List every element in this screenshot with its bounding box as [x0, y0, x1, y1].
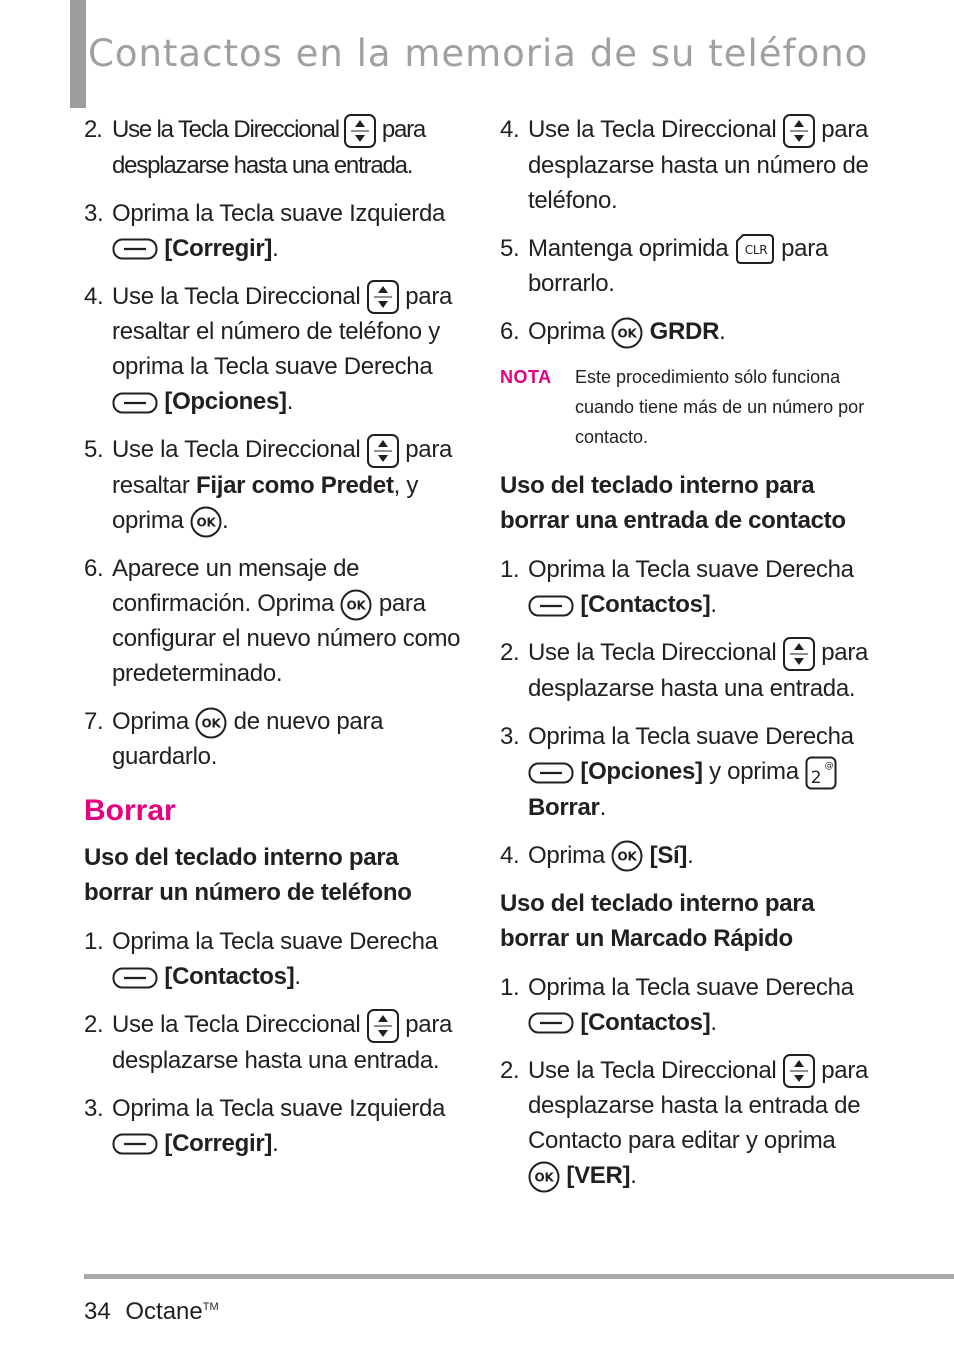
soft-key-icon	[112, 967, 158, 989]
nav-updown-icon	[344, 114, 376, 148]
svg-text:OK: OK	[534, 1170, 554, 1185]
list-item: 1. Oprima la Tecla suave Derecha [Contactos].	[500, 556, 854, 619]
list-item: 2. Use la Tecla Direccional para desplazarse hasta una entrada.	[84, 112, 464, 183]
svg-text:OK: OK	[196, 515, 216, 530]
svg-text:@: @	[824, 760, 834, 771]
page-footer	[84, 1290, 219, 1329]
svg-text:OK: OK	[347, 598, 366, 613]
svg-text:CLR: CLR	[744, 243, 767, 258]
nav-updown-icon	[783, 114, 815, 148]
left-column	[84, 112, 464, 1174]
soft-key-icon	[112, 392, 158, 414]
list-item: 3. Oprima la Tecla suave Derecha [Opciones] y oprima 2 @ Borrar.	[500, 722, 854, 821]
svg-text:OK: OK	[617, 326, 637, 341]
soft-key-icon	[528, 595, 574, 617]
list-item: 7. Oprima OK de nuevo para guardarlo.	[84, 707, 384, 770]
nav-updown-icon	[367, 1009, 399, 1043]
ok-key-icon	[195, 707, 227, 739]
list-item: 5. Use la Tecla Direccional para resaltar Fijar como Predet, y oprima OK .	[84, 432, 464, 538]
right-column	[500, 112, 880, 1206]
footer-rule	[84, 1274, 954, 1279]
list-item: 2. Use la Tecla Direccional para desplazarse hasta una entrada.	[500, 635, 880, 706]
ok-key-icon	[611, 317, 643, 349]
list-item: 5. Mantenga oprimida CLR para borrarlo.	[500, 231, 880, 302]
list-item: 2. Use la Tecla Direccional para desplazarse hasta la entrada de Contacto para editar y oprima OK [VER].	[500, 1053, 880, 1194]
nav-updown-icon	[367, 434, 399, 468]
svg-text:2: 2	[810, 767, 822, 788]
list-item: 4. Use la Tecla Direccional para resaltar el número de teléfono y oprima la Tecla suave Derecha [Opciones].	[84, 279, 464, 420]
svg-text:OK: OK	[617, 849, 637, 864]
note	[500, 362, 880, 452]
list-item: 1. Oprima la Tecla suave Derecha [Contactos].	[84, 927, 438, 990]
note-label: NOTA	[500, 367, 552, 388]
list-item: 6. Oprima OK GRDR.	[500, 314, 880, 349]
soft-key-icon	[528, 1012, 574, 1034]
nav-updown-icon	[783, 637, 815, 671]
list-item: 4. Oprima OK [Sí].	[500, 838, 880, 873]
subsection-heading: Uso del teclado interno para borrar un número de teléfono	[84, 843, 412, 906]
soft-key-icon	[528, 762, 574, 784]
list-item: 2. Use la Tecla Direccional para desplazarse hasta una entrada.	[84, 1007, 464, 1078]
nav-updown-icon	[367, 280, 399, 314]
ok-key-icon	[611, 840, 643, 872]
brand-name: Octane	[125, 1298, 203, 1325]
key-2-icon	[805, 756, 837, 790]
list-item: 6. Aparece un mensaje de confirmación. Oprima OK para configurar el nuevo número como predeterminado.	[84, 554, 461, 687]
list-item: 3. Oprima la Tecla suave Izquierda [Corregir].	[84, 199, 446, 262]
soft-key-icon	[112, 1133, 158, 1155]
title-accent-bar	[70, 0, 86, 108]
list-item: 1. Oprima la Tecla suave Derecha [Contactos].	[500, 973, 854, 1036]
svg-text:OK: OK	[201, 716, 221, 731]
list-item: 3. Oprima la Tecla suave Izquierda [Corregir].	[84, 1094, 446, 1157]
soft-key-icon	[112, 238, 158, 260]
list-item: 4. Use la Tecla Direccional para desplazarse hasta un número de teléfono.	[500, 112, 880, 218]
page-number: 34	[84, 1298, 111, 1325]
page-title: Contactos en la memoria de su teléfono	[88, 32, 869, 75]
section-heading: Borrar	[84, 793, 176, 827]
note-text: Este procedimiento sólo funciona cuando tiene más de un número por contacto.	[575, 367, 865, 448]
clr-key-icon	[735, 232, 775, 266]
subsection-heading: Uso del teclado interno para borrar una entrada de contacto	[500, 472, 846, 535]
trademark: TM	[202, 1301, 219, 1313]
ok-key-icon	[340, 589, 372, 621]
nav-updown-icon	[783, 1054, 815, 1088]
ok-key-icon	[528, 1161, 560, 1193]
ok-key-icon	[190, 506, 222, 538]
subsection-heading: Uso del teclado interno para borrar un Marcado Rápido	[500, 889, 815, 952]
